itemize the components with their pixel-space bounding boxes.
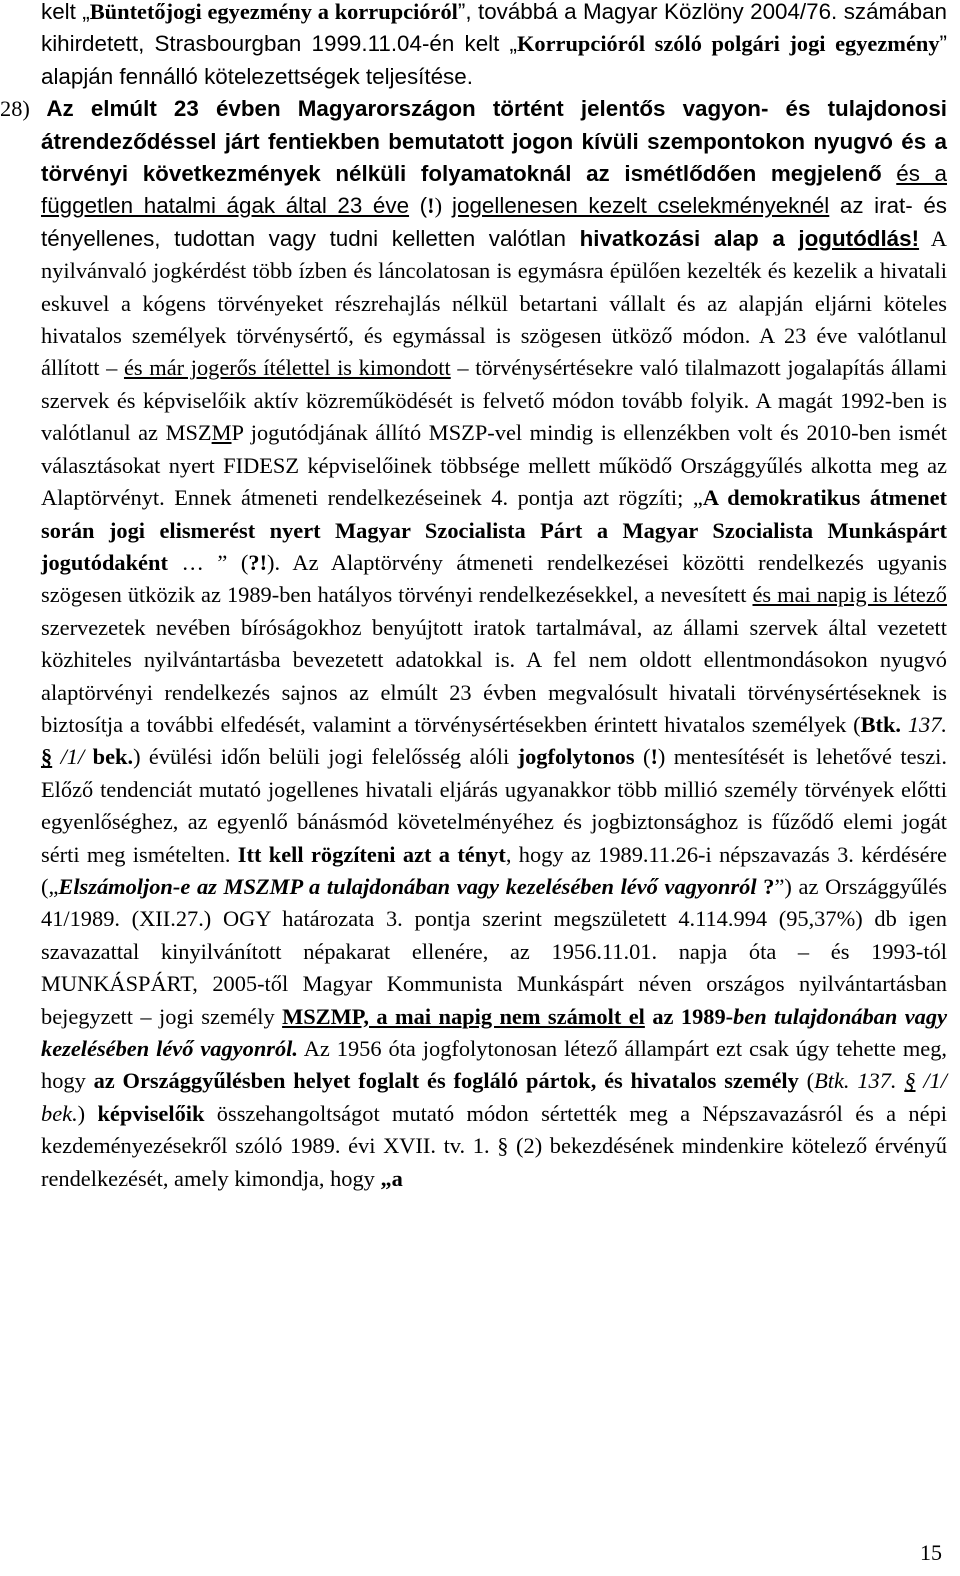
page-number: 15 <box>920 1540 942 1565</box>
text-run: összehangoltságot mutató módon sértették meg a Népszavazásról és a népi kezdeményezésekről szóló 1989. évi XVII. tv. 1. § (2) bekezdésének mindenkire kötelező érvényű rendelkezését, amely kimondja, hogy <box>41 1100 947 1191</box>
text-run: ) <box>77 1100 98 1126</box>
intro-paragraph <box>41 0 947 93</box>
text-run: szervezetek nevében bíróságokhoz benyújtott iratok tartalmával, az állami szervek által vezetett közhiteles nyilvántartásba bevezetett adatokkal is. A fel nem oldott ellentmondásokon nyugvó alaptörvényi rendelkezés sajnos az elmúlt 23 évben megvalósult hivatali törvénysértéseknek is biztosítja a további elfedését, valamint a törvénysértésekben érintett hivatalos személyek ( <box>41 614 947 737</box>
bold-text: Az elmúlt 23 évben Magyarországon történt jelentős vagyon- és tulajdonosi átrendeződéssel járt fentiekben bemutatott jogon kívüli szempontokon nyugvó és a törvényi következmények nélküli folyamatoknál az ismétlődően megjelenő <box>41 96 947 187</box>
italic-text: /1/ bek. <box>41 1068 947 1126</box>
text-run: ( <box>634 744 651 770</box>
underlined-text: és a független hatalmi ágak által 23 éve <box>41 161 947 219</box>
bold-text: ! <box>427 193 435 219</box>
bold-text: ?! <box>248 549 268 575</box>
text-run: ) mentesítését is lehetővé teszi. Előző tendenciát mutató jogellenes hivatali eljárás ugyanakkor több millió személy törvények előtti egyenlőséghez, az egyenlő bánásmód követelményéhez és jogbiztonsághoz is fűződő elemi jogát sérti meg ismételten. <box>41 744 947 867</box>
underlined-bold-text: jogutódlás! <box>798 225 920 251</box>
text-run: Az 1956 óta jogfolytonosan létező állampárt ezt csak úgy tehette meg, hogy <box>41 1036 948 1094</box>
bold-text: Büntetőjogi egyezmény a korrupcióról <box>89 0 458 24</box>
underlined-text: M <box>211 420 232 446</box>
text-run: kelt „ <box>41 0 90 24</box>
underlined-text: jogellenesen kezelt cselekményeknél <box>452 193 830 219</box>
text-run: ( <box>409 193 428 219</box>
italic-text: Btk. 137. <box>814 1068 905 1094</box>
text-run: – törvénysértésekre való tilalmazott jogalapítás állami szervek és képviselőik aktív közreműködését is felvető módon tovább folyik. A magát 1992-ben is valótlanul az MSZ <box>41 355 947 446</box>
underlined-bold-text: § <box>41 744 53 770</box>
bold-text: Btk. <box>860 711 902 737</box>
bold-italic-text: ben tulajdonában vagy kezelésében lévő vagyonról. <box>41 1003 948 1061</box>
text-run: ( <box>798 1068 815 1094</box>
item-number: 28) <box>0 96 47 122</box>
text-run: ” alapján fennálló kötelezettségek teljesítése. <box>41 31 947 89</box>
bold-text: az Országgyűlésben helyet foglalt és fogláló pártok, és hivatalos személy <box>93 1068 799 1094</box>
text-run: ) évülési időn belüli jogi felelősség alóli <box>133 744 518 770</box>
underlined-text: és már jogerős ítélettel is kimondott <box>123 355 451 381</box>
text-run: ”, továbbá a Magyar Közlöny 2004/76. számában kihirdetett, Strasbourgban 1999.11.04-én kelt „ <box>41 0 947 57</box>
italic-text: /1/ <box>52 744 93 770</box>
underlined-text: és mai napig is létező <box>752 582 947 608</box>
text-run <box>882 161 897 186</box>
text-run: ) <box>434 193 453 219</box>
bold-text: képviselőik <box>97 1100 205 1126</box>
bold-text: jogfolytonos <box>517 744 635 770</box>
text-run: P jogutódjának állító MSZP-vel mindig is ellenzékben volt és 2010-ben ismét választásokat nyert FIDESZ képviselőinek többsége mellett működő Országgyűlés alkotta meg az Alaptörvényt. Ennek átmeneti rendelkezéseinek 4. pontja azt rögzíti; „ <box>41 420 947 511</box>
bold-text: Itt kell rögzíteni azt a tényt <box>237 841 506 867</box>
italic-text: 137. <box>901 711 948 737</box>
text-run: A nyilvánvaló jogkérdést több ízben és láncolatosan is egymásra épülően kezelték és kezelik a hivatali eskuvel a kógens törvényeket részrehajlás nélkül betartani vállalt és az alapján eljárni köteles hivatalos személyek törvénysértő, és egymással is szögesen ütköző módon. A 23 éve valótlanul állított – <box>41 225 947 381</box>
bold-text: az 1989- <box>652 1003 734 1029</box>
text-run: ). Az Alaptörvény átmeneti rendelkezései közötti rendelkezés ugyanis szögesen ütközik az 1989-ben hatályos törvényi rendelkezésekkel, a nevesített <box>41 549 948 608</box>
bold-text: ! <box>650 744 658 770</box>
bold-text: „a <box>380 1165 403 1191</box>
text-run: ”) az Országgyűlés 41/1989. (XII.27.) OGY határozata 3. pontja szerint megszületett 4.114.994 (95,37%) db igen szavazattal kinyilvánított népakarat ellenére, az 1956.11.01. napja óta – és 1993-tól MUNKÁSPÁRT, 2005-től Magyar Kommunista Munkáspárt néven országos nyilvántartásban bejegyzett – jogi személy <box>41 873 947 1029</box>
underlined-bold-text: MSZMP, a mai napig nem számolt el <box>282 1003 645 1029</box>
text-run: … ” ( <box>167 549 249 575</box>
bold-italic-text: Elszámoljon-e az MSZMP a tulajdonában vagy kezelésében lévő vagyonról <box>58 873 757 899</box>
bold-text: bek. <box>92 744 134 770</box>
numbered-item-28 <box>0 93 948 1195</box>
text-run: , hogy az 1989.11.26-i népszavazás 3. kérdésére („ <box>41 841 947 899</box>
bold-text: Korrupcióról szóló polgári jogi egyezmény <box>516 31 940 57</box>
bold-text: A demokratikus átmenet során jogi elismerést nyert Magyar Szocialista Párt a Magyar Szocialista Munkáspárt jogutódaként <box>41 485 947 575</box>
bold-text: ? <box>763 873 775 899</box>
text-run: az irat- és tényellenes, tudottan vagy tudni kelletten valótlan <box>41 193 947 251</box>
bold-text: hivatkozási alap a <box>579 225 799 251</box>
underlined-italic-text: § <box>904 1068 916 1094</box>
